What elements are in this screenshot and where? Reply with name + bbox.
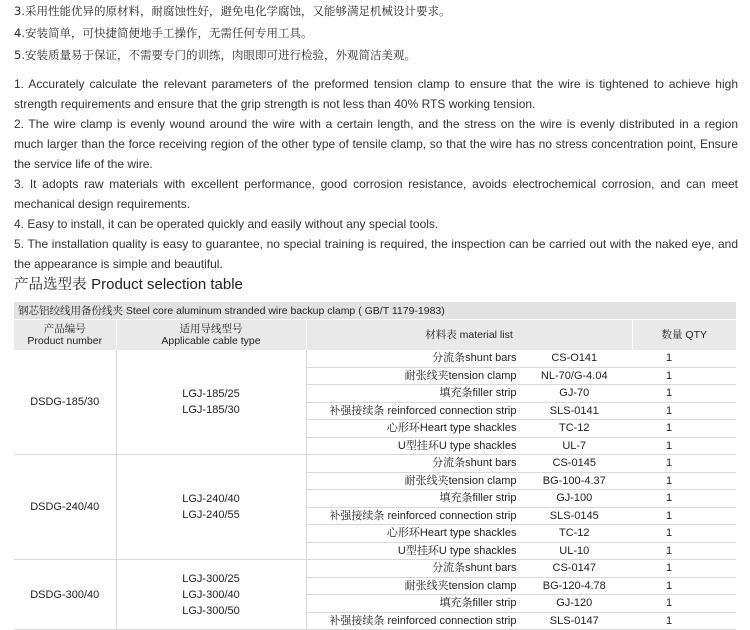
material-code: BG-120-4.78 — [542, 579, 606, 592]
quantity: 1 — [632, 385, 736, 403]
material-name: 填充条filler strip — [439, 387, 517, 400]
cable-type: LGJ-300/25 — [182, 572, 240, 585]
quantity: 1 — [632, 420, 736, 438]
material-cell — [306, 560, 632, 578]
material-cell-inner — [307, 350, 633, 366]
cable-type: LGJ-185/30 — [182, 404, 240, 416]
material-cell — [306, 402, 632, 420]
material-cell-inner — [307, 438, 633, 454]
feature-en-2: 2. The wire clamp is evenly wound around the wire with a certain length, and the stress on the wire is evenly distributed in a region much larger than the force receiving region of the other type of tensile clamp, so that the wire has no stress concentration point, Ensure the service life of the wire. — [14, 117, 738, 171]
quantity: 1 — [632, 455, 736, 473]
cable-type: LGJ-300/50 — [182, 604, 240, 617]
material-code: SLS-0141 — [549, 404, 599, 417]
material-cell — [306, 542, 632, 560]
material-name: 填充条filler strip — [439, 597, 517, 610]
material-cell-inner — [307, 368, 633, 384]
material-code: SLS-0147 — [549, 614, 599, 627]
material-cell-inner — [307, 473, 633, 489]
material-name: 补强接续条 reinforced connection strip — [329, 614, 517, 627]
quantity: 1 — [632, 472, 736, 490]
quantity: 1 — [632, 595, 736, 613]
material-cell — [306, 472, 632, 490]
features-cn — [14, 0, 744, 66]
quantity: 1 — [632, 560, 736, 578]
material-cell — [306, 385, 632, 403]
material-cell-inner — [307, 560, 633, 576]
quantity: 1 — [632, 525, 736, 543]
header-product — [14, 320, 116, 351]
material-code: GJ-120 — [556, 597, 593, 610]
product-selection-table — [14, 302, 736, 630]
material-cell-inner — [307, 420, 633, 436]
header-product-cn: 产品编号 — [43, 323, 86, 335]
material-cell-inner — [307, 403, 633, 419]
feature-en-5: 5. The installation quality is easy to guarantee, no special training is required, the inspection can be carried out with the naked eye, and the appearance is simple and beautiful. — [14, 237, 738, 271]
material-cell-inner — [307, 613, 633, 629]
material-name: 补强接续条 reinforced connection strip — [329, 509, 517, 522]
table-caption-row — [14, 302, 736, 320]
material-cell-inner — [307, 525, 633, 541]
cable-type-cell — [116, 350, 306, 455]
quantity: 1 — [632, 577, 736, 595]
material-cell-inner — [307, 490, 633, 506]
product-number-cell: DSDG-300/40 — [14, 560, 116, 630]
cable-type-cell — [116, 560, 306, 630]
material-cell-inner — [307, 543, 633, 559]
features-en — [14, 74, 738, 274]
material-cell-inner — [307, 595, 633, 611]
material-name: 心形环Heart type shackles — [386, 527, 517, 540]
feature-cn-5: 5.安装质量易于保证，不需要专门的训练，肉眼即可进行检验，外观简洁美观。 — [14, 48, 416, 62]
material-cell — [306, 507, 632, 525]
material-cell-inner — [307, 385, 633, 401]
cable-type: LGJ-240/40 — [182, 493, 240, 505]
quantity: 1 — [632, 367, 736, 385]
material-cell — [306, 420, 632, 438]
material-code: UL-10 — [559, 544, 590, 557]
material-name: 分流条shunt bars — [432, 457, 517, 470]
product-number-cell: DSDG-185/30 — [14, 350, 116, 455]
section-title — [14, 273, 243, 294]
material-name: 填充条filler strip — [439, 492, 517, 505]
cable-type: LGJ-240/55 — [182, 509, 240, 521]
table-header-row — [14, 320, 736, 351]
quantity: 1 — [632, 542, 736, 560]
table-row — [14, 560, 736, 578]
quantity: 1 — [632, 437, 736, 455]
table-row — [14, 455, 736, 473]
header-cable — [116, 320, 306, 351]
material-name: 耐张线夹tension clamp — [404, 579, 517, 592]
material-cell — [306, 367, 632, 385]
material-code: SLS-0145 — [549, 509, 599, 522]
quantity: 1 — [632, 612, 736, 630]
table-row — [14, 350, 736, 367]
material-name: 分流条shunt bars — [432, 352, 517, 365]
section-title-cn: 产品选型表 — [14, 277, 87, 293]
material-name: 心形环Heart type shackles — [386, 422, 517, 435]
material-cell — [306, 490, 632, 508]
material-name: 分流条shunt bars — [432, 562, 517, 575]
material-cell — [306, 612, 632, 630]
material-code: UL-7 — [562, 439, 587, 452]
material-cell-inner — [307, 455, 633, 471]
quantity: 1 — [632, 402, 736, 420]
cable-type-cell — [116, 455, 306, 560]
material-code: CS-0145 — [552, 457, 596, 470]
quantity: 1 — [632, 350, 736, 367]
header-qty: 数量 QTY — [632, 320, 736, 351]
material-cell-inner — [307, 578, 633, 594]
material-name: 耐张线夹tension clamp — [404, 474, 517, 487]
feature-cn-4: 4.安装简单，可快捷简便地手工操作，无需任何专用工具。 — [14, 26, 313, 40]
material-name: 补强接续条 reinforced connection strip — [329, 404, 517, 417]
quantity: 1 — [632, 507, 736, 525]
material-code: CS-0147 — [552, 562, 596, 575]
material-name: U型挂环U type shackles — [397, 439, 517, 452]
material-code: CS-O141 — [551, 352, 598, 365]
material-code: TC-12 — [558, 422, 590, 435]
feature-en-4: 4. Easy to install, it can be operated quickly and easily without any special tools. — [14, 217, 439, 231]
material-code: BG-100-4.37 — [542, 474, 606, 487]
material-code: GJ-100 — [556, 492, 593, 505]
product-number-cell: DSDG-240/40 — [14, 455, 116, 560]
material-code: TC-12 — [558, 527, 590, 540]
quantity: 1 — [632, 490, 736, 508]
header-cable-cn: 适用导线型号 — [179, 323, 243, 335]
cable-type: LGJ-300/40 — [182, 588, 240, 601]
cable-type: LGJ-185/25 — [182, 388, 240, 400]
section-title-en: Product selection table — [91, 276, 243, 293]
material-cell — [306, 437, 632, 455]
feature-en-3: 3. It adopts raw materials with excellent performance, good corrosion resistance, avoids electrochemical corrosion, and can meet mechanical design requirements. — [14, 177, 738, 211]
table-caption: 钢芯铝绞线用备份线夹 Steel core aluminum stranded wire backup clamp ( GB/T 1179-1983) — [14, 302, 736, 320]
material-cell — [306, 577, 632, 595]
feature-cn-3: 3.采用性能优异的原材料，耐腐蚀性好，避免电化学腐蚀，又能够满足机械设计要求。 — [14, 4, 451, 18]
material-name: U型挂环U type shackles — [397, 544, 517, 557]
material-cell — [306, 595, 632, 613]
header-material: 材料表 material list — [306, 320, 632, 351]
header-cable-en: Applicable cable type — [161, 335, 261, 347]
material-cell — [306, 350, 632, 367]
material-code: GJ-70 — [559, 387, 590, 400]
material-cell-inner — [307, 508, 633, 524]
material-name: 耐张线夹tension clamp — [404, 369, 517, 382]
header-product-en: Product number — [27, 335, 103, 347]
material-code: NL-70/G-4.04 — [540, 369, 608, 382]
material-cell — [306, 525, 632, 543]
material-cell — [306, 455, 632, 473]
feature-en-1: 1. Accurately calculate the relevant parameters of the preformed tension clamp to ensure that the wire is tightened to achieve high strength requirements and ensure that the grip strength is not less than 40% RTS working tension. — [14, 77, 738, 111]
